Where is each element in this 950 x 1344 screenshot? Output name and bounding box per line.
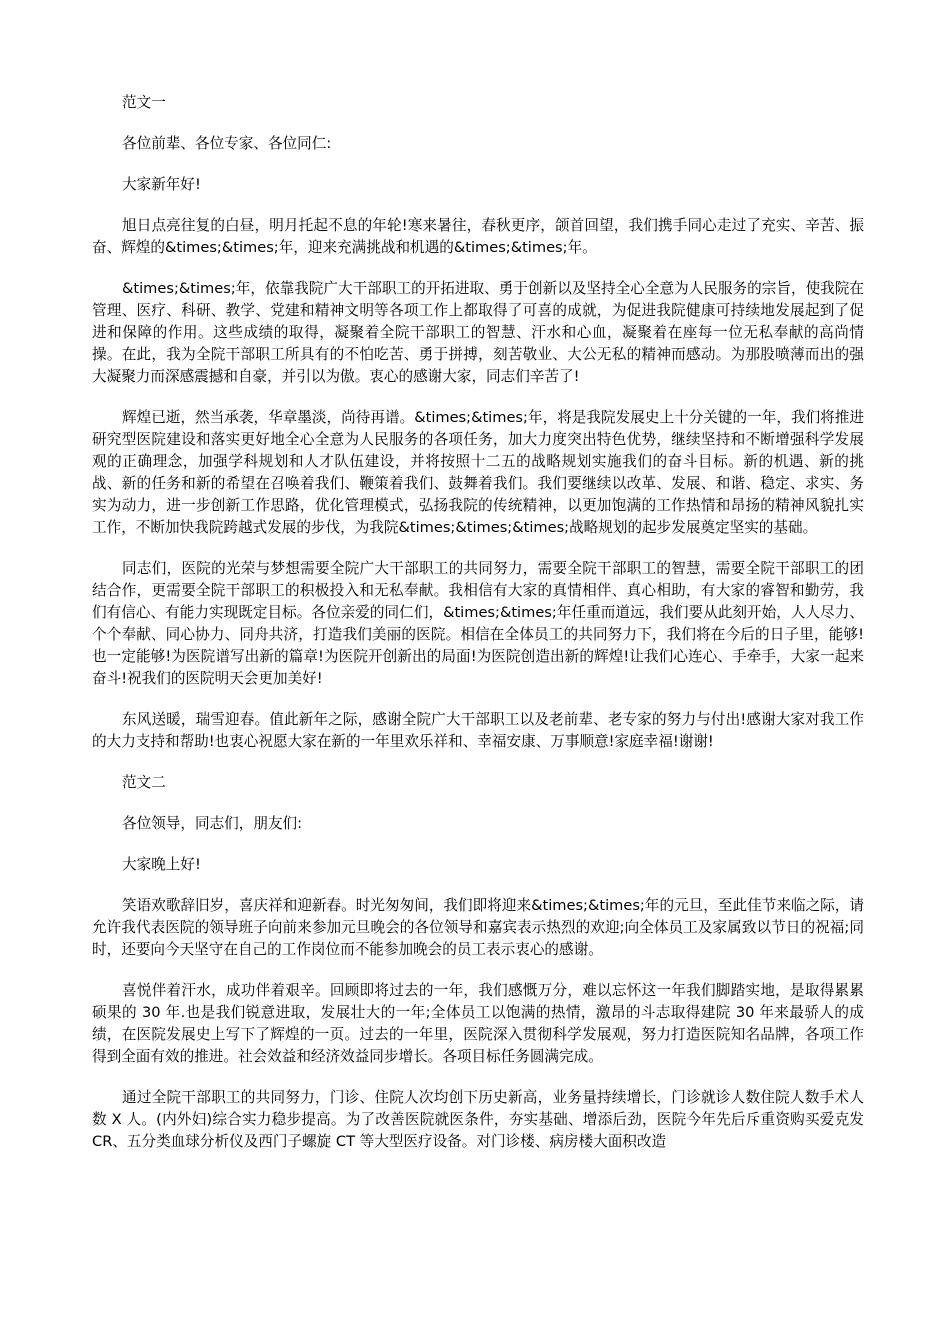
heading-sample-one: 范文一 <box>122 94 166 111</box>
salutation: 各位领导，同志们，朋友们: <box>122 815 303 832</box>
body-paragraph: 辉煌已逝，然当承袭，华章墨淡，尚待再谱。&times;&times;年，将是我院发展史上十分关键的一年，我们将推进研究型医院建设和落实更好地全心全意为人民服务的各项任务，加大力度突出特色优势，继续坚持和不断增强科学发展观的正确理念，加强学科规划和人才队伍建设，并将按照十二五的战略规划实施我们的奋斗目标。新的机遇、新的挑战、新的任务和新的希望在召唤着我们、鞭策着我们、鼓舞着我们。我们要继续以改革、发展、和谐、稳定、求实、务实为动力，进一步创新工作思路，优化管理模式，弘扬我院的传统精神，以更加饱满的工作热情和昂扬的精神风貌扎实工作，不断加快我院跨越式发展的步伐，为我院&times;&times;&times;战略规划的起步发展奠定坚实的基础。 <box>92 409 864 536</box>
body-paragraph: &times;&times;年，依靠我院广大干部职工的开拓进取、勇于创新以及坚持全心全意为人民服务的宗旨，使我院在管理、医疗、科研、教学、党建和精神文明等各项工作上都取得了可喜的成就，为促进我院健康可持续地发展起到了促进和保障的作用。这些成绩的取得，凝聚着全院干部职工的智慧、汗水和心血，凝聚着在座每一位无私奉献的高尚情操。在此，我为全院干部职工所具有的不怕吃苦、勇于拼搏，刻苦敬业、大公无私的精神而感动。为那股喷薄而出的强大凝聚力而深感震撼和自豪，并引以为傲。衷心的感谢大家，同志们辛苦了! <box>92 280 864 385</box>
greeting: 大家晚上好! <box>122 856 201 873</box>
heading-sample-two: 范文二 <box>122 774 166 791</box>
body-paragraph: 同志们，医院的光荣与梦想需要全院广大干部职工的共同努力，需要全院干部职工的智慧，需要全院干部职工的团结合作，更需要全院干部职工的积极投入和无私奉献。我相信有大家的真情相伴、真心相助，有大家的睿智和勤劳，我们有信心、有能力实现既定目标。各位亲爱的同仁们，&times;&times;年任重而道远，我们要从此刻开始，人人尽力、个个奉献、同心协力、同舟共济，打造我们美丽的医院。相信在全体员工的共同努力下，我们将在今后的日子里，能够!也一定能够!为医院谱写出新的篇章!为医院开创新出的局面!为医院创造出新的辉煌!让我们心连心、手牵手，大家一起来奋斗!祝我们的医院明天会更加美好! <box>92 560 864 687</box>
greeting: 大家新年好! <box>122 176 201 193</box>
salutation: 各位前辈、各位专家、各位同仁: <box>122 135 332 152</box>
body-paragraph: 喜悦伴着汗水，成功伴着艰辛。回顾即将过去的一年，我们感慨万分，难以忘怀这一年我们脚踏实地，是取得累累硕果的 30 年.也是我们锐意进取，发展壮大的一年;全体员工以饱满的热情，激昂的斗志取得建院 30 年来最骄人的成绩，在医院发展史上写下了辉煌的一页。过去的一年里，医院深入贯彻科学发展观，努力打造医院知名品牌，各项工作得到全面有效的推进。社会效益和经济效益同步增长。各项目标任务圆满完成。 <box>92 982 864 1065</box>
body-paragraph: 旭日点亮往复的白昼，明月托起不息的年轮!寒来暑往，春秋更序，颌首回望，我们携手同心走过了充实、辛苦、振奋、辉煌的&times;&times;年，迎来充满挑战和机遇的&times;&times;年。 <box>92 217 864 256</box>
body-paragraph: 通过全院干部职工的共同努力，门诊、住院人次均创下历史新高，业务量持续增长，门诊就诊人数住院人数手术人数 X 人。(内外妇)综合实力稳步提高。为了改善医院就医条件，夯实基础、增添后劲，医院今年先后斥重资购买爱克发 CR、五分类血球分析仪及西门子螺旋 CT 等大型医疗设备。对门诊楼、病房楼大面积改造 <box>92 1089 864 1150</box>
body-paragraph: 笑语欢歌辞旧岁，喜庆祥和迎新春。时光匆匆间，我们即将迎来&times;&times;年的元旦，至此佳节来临之际，请允许我代表医院的领导班子向前来参加元旦晚会的各位领导和嘉宾表示热烈的欢迎;向全体员工及家属致以节日的祝福;同时，还要向今天坚守在自己的工作岗位而不能参加晚会的员工表示衷心的感谢。 <box>92 897 864 958</box>
document-page <box>92 92 864 1172</box>
body-paragraph: 东风送暖，瑞雪迎春。值此新年之际，感谢全院广大干部职工以及老前辈、老专家的努力与付出!感谢大家对我工作的大力支持和帮助!也衷心祝愿大家在新的一年里欢乐祥和、幸福安康、万事顺意!家庭幸福!谢谢! <box>92 711 864 750</box>
